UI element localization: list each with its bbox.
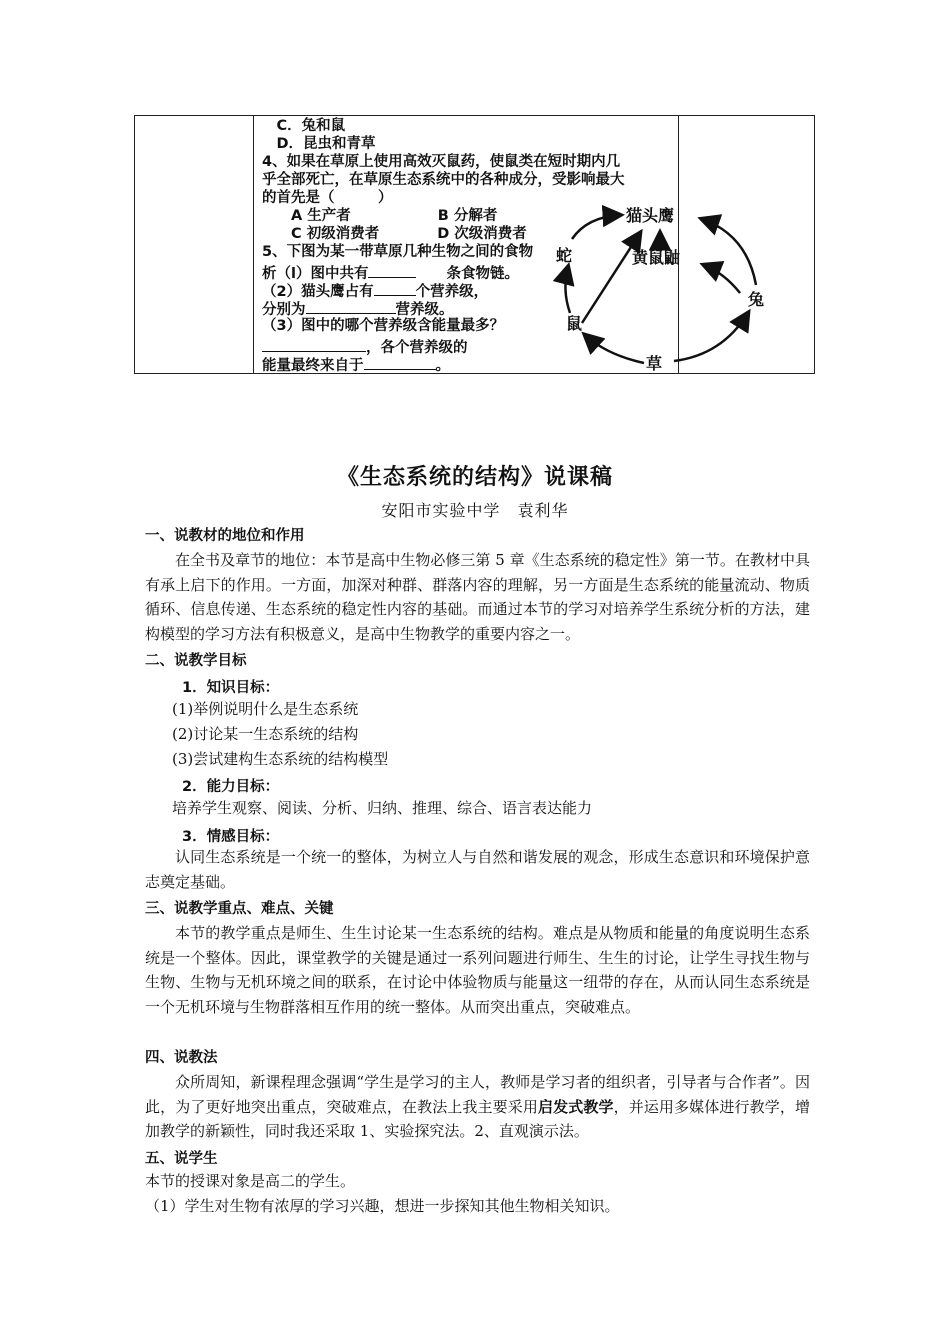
question-5-part-1: 析（l）图中共有 条食物链。 bbox=[262, 266, 519, 282]
goal-1-heading: 1．知识目标： bbox=[182, 680, 280, 696]
goal-2-text: 培养学生观察、阅读、分析、归纳、推理、综合、语言表达能力 bbox=[172, 799, 593, 817]
section-1-paragraph: 在全书及章节的地位：本节是高中生物必修三第 5 章《生态系统的稳定性》第一节。在教材中具有承上启下的作用。一方面，加深对种群、群落内容的理解，另一方面是生态系统的能量流动、物质循环、信息传递、生态系统的稳定性内容的基础。而通过本节的学习对培养学生系统分析的方法，建构模型的学习方法有积极意义，是高中生物教学的重要内容之一。 bbox=[145, 551, 810, 643]
section-4-paragraph: 众所周知，新课程理念强调“学生是学习的主人，教师是学习者的组织者，引导者与合作者”。因此，为了更好地突出重点，突破难点，在教法上我主要采用启发式教学，并运用多媒体进行教学，增加教学的新颖性，同时我还采取 1、实验探究法。2、直观演示法。 bbox=[145, 1073, 810, 1140]
goal-3-heading: 3．情感目标： bbox=[182, 829, 280, 845]
answer-blank[interactable] bbox=[262, 338, 366, 352]
question-5-part-2b: 分别为 营养级。 bbox=[262, 302, 454, 318]
section-2-heading: 二、说教学目标 bbox=[145, 653, 247, 669]
node-weasel: 黄鼠鼬 bbox=[632, 248, 681, 267]
goal-2-heading: 2．能力目标： bbox=[182, 779, 280, 795]
section-5-line: （1）学生对生物有浓厚的学习兴趣，想进一步探知其他生物相关知识。 bbox=[145, 1197, 620, 1215]
answer-blank[interactable] bbox=[374, 282, 416, 296]
arrow-rabbit-to-weasel bbox=[704, 265, 740, 293]
node-snake: 蛇 bbox=[556, 246, 573, 265]
arrow-grass-to-mouse bbox=[585, 335, 644, 363]
question-4-line-1: 4、如果在草原上使用高效灭鼠药，使鼠类在短时期内几 bbox=[262, 154, 621, 170]
goal-1-item: (1)举例说明什么是生态系统 bbox=[172, 700, 359, 718]
section-5-heading: 五、说学生 bbox=[145, 1151, 218, 1167]
answer-blank[interactable] bbox=[306, 300, 396, 314]
section-1-heading: 一、说教材的地位和作用 bbox=[145, 528, 305, 544]
goal-3-text: 认同生态系统是一个统一的整体，为树立人与自然和谐发展的观念，形成生态意识和环境保护意志奠定基础。 bbox=[145, 848, 810, 891]
node-rabbit: 兔 bbox=[748, 290, 765, 309]
arrow-snake-to-owl bbox=[572, 215, 620, 239]
question-4-options-ab: A 生产者 B 分解者 bbox=[262, 208, 498, 224]
question-5-part-3: （3）图中的哪个营养级含能量最多？ bbox=[262, 318, 505, 334]
question-5-part-3c: 能量最终来自于 。 bbox=[262, 358, 450, 374]
arrow-mouse-to-snake bbox=[565, 267, 570, 313]
question-5-part-2: （2）猫头鹰占有 个营养级， bbox=[262, 284, 489, 300]
goal-1-item: (3)尝试建构生态系统的结构模型 bbox=[172, 750, 389, 768]
goal-1-item: (2)讨论某一生态系统的结构 bbox=[172, 725, 359, 743]
section-4-heading: 四、说教法 bbox=[145, 1050, 218, 1066]
option-d: D．昆虫和青草 bbox=[262, 136, 376, 152]
author-line: 安阳市实验中学 袁利华 bbox=[381, 501, 569, 520]
question-4-options-cd: C 初级消费者 D 次级消费者 bbox=[262, 226, 527, 242]
question-5-line-1: 5、下图为某一带草原几种生物之间的食物 bbox=[262, 244, 534, 260]
question-4-line-2: 乎全部死亡，在草原生态系统中的各种成分，受影响最大 bbox=[262, 172, 625, 188]
arrow-mouse-to-owl bbox=[582, 233, 640, 323]
food-web-diagram bbox=[552, 205, 782, 375]
page-title: 《生态系统的结构》说课稿 bbox=[336, 465, 613, 490]
option-c: C．兔和鼠 bbox=[262, 118, 346, 134]
node-mouse: 鼠 bbox=[566, 314, 583, 333]
table-divider bbox=[253, 116, 254, 373]
node-owl: 猫头鹰 bbox=[626, 206, 675, 225]
section-3-paragraph: 本节的教学重点是师生、生生讨论某一生态系统的结构。难点是从物质和能量的角度说明生态系统是一个整体。因此，课堂教学的关键是通过一系列问题进行师生、生生的讨论，让学生寻找生物与生物、生物与无机环境之间的联系，在讨论中体验物质与能量这一纽带的存在，从而认同生态系统是一个无机环境与生物群落相互作用的统一整体。从而突出重点，突破难点。 bbox=[145, 924, 810, 1016]
question-4-line-3: 的首先是（ ） bbox=[262, 190, 393, 206]
answer-blank[interactable] bbox=[364, 356, 436, 370]
answer-blank[interactable] bbox=[368, 264, 416, 278]
node-grass: 草 bbox=[646, 354, 663, 373]
arrow-rabbit-to-owl bbox=[702, 219, 756, 285]
section-3-heading: 三、说教学重点、难点、关键 bbox=[145, 901, 334, 917]
arrow-grass-to-rabbit bbox=[674, 313, 748, 361]
question-5-part-3b: ，各个营养级的 bbox=[262, 338, 468, 357]
section-5-line: 本节的授课对象是高二的学生。 bbox=[145, 1172, 356, 1190]
